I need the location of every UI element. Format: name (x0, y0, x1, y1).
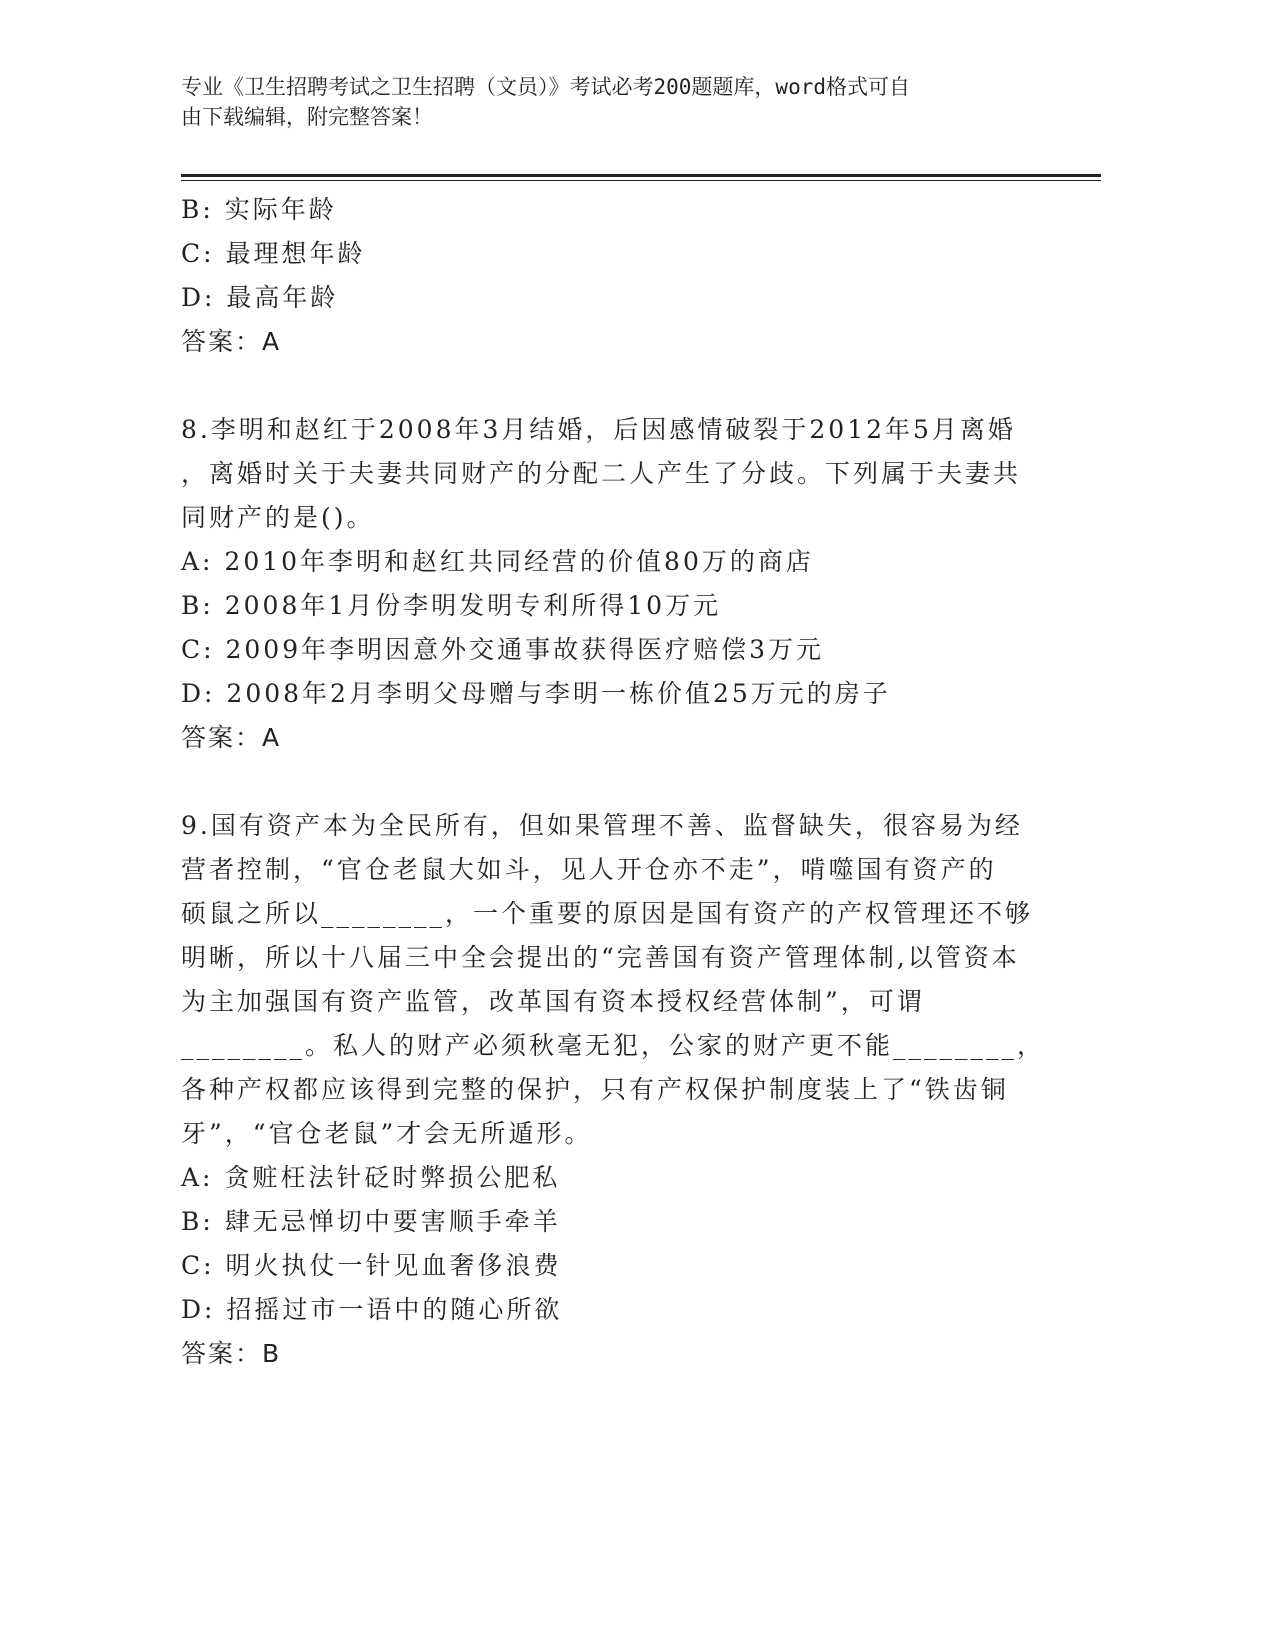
question-8 (181, 408, 1061, 760)
q8-option-c: C: 2009年李明因意外交通事故获得医疗赔偿3万元 (181, 635, 825, 664)
q7-option-d: D: 最高年龄 (181, 283, 339, 312)
q7-option-b: B: 实际年龄 (181, 195, 337, 224)
q9-option-d: D: 招摇过市一语中的随心所欲 (181, 1295, 563, 1324)
q8-stem-line: ，离婚时关于夫妻共同财产的分配二人产生了分歧。下列属于夫妻共 (181, 459, 1022, 488)
q9-stem-line: 明晰，所以十八届三中全会提出的“完善国有资产管理体制,以管资本 (181, 943, 1020, 972)
spacer (181, 364, 1061, 408)
q9-stem-line: ________。私人的财产必须秋毫无犯，公家的财产更不能________， (181, 1031, 1046, 1060)
q7-answer: 答案：A (181, 327, 282, 356)
header-rule-thick (181, 174, 1101, 177)
question-7 (181, 188, 1061, 364)
q9-stem-line: 牙”，“官仓老鼠”才会无所遁形。 (181, 1119, 593, 1148)
q8-option-a: A: 2010年李明和赵红共同经营的价值80万的商店 (181, 547, 814, 576)
q8-stem-line: 同财产的是()。 (181, 503, 375, 532)
q8-answer: 答案：A (181, 723, 282, 752)
q9-option-c: C: 明火执仗一针见血奢侈浪费 (181, 1251, 562, 1280)
q9-stem-line: 9.国有资产本为全民所有，但如果管理不善、监督缺失，很容易为经 (181, 811, 1023, 840)
q9-stem-line: 各种产权都应该得到完整的保护，只有产权保护制度装上了“铁齿铜 (181, 1075, 1009, 1104)
q9-stem-line: 硕鼠之所以________，一个重要的原因是国有资产的产权管理还不够 (181, 899, 1034, 928)
q7-option-c: C: 最理想年龄 (181, 239, 366, 268)
q8-stem-line: 8.李明和赵红于2008年3月结婚，后因感情破裂于2012年5月离婚 (181, 415, 1016, 444)
q9-option-a: A: 贪赃枉法针砭时弊损公肥私 (181, 1163, 561, 1192)
q9-stem-line: 为主加强国有资产监管，改革国有资本授权经营体制”，可谓 (181, 987, 925, 1016)
header-rule-thin (181, 180, 1101, 181)
document-header (181, 72, 1061, 132)
q9-option-b: B: 肆无忌惮切中要害顺手牵羊 (181, 1207, 561, 1236)
question-9 (181, 804, 1061, 1376)
q8-option-d: D: 2008年2月李明父母赠与李明一栋价值25万元的房子 (181, 679, 891, 708)
q9-stem-line: 营者控制，“官仓老鼠大如斗，见人开仓亦不走”，啃噬国有资产的 (181, 855, 997, 884)
q8-option-b: B: 2008年1月份李明发明专利所得10万元 (181, 591, 722, 620)
document-body (181, 188, 1061, 1376)
q9-answer: 答案：B (181, 1339, 282, 1368)
header-line-2: 由下载编辑，附完整答案！ (181, 105, 433, 129)
spacer (181, 760, 1061, 804)
header-line-1: 专业《卫生招聘考试之卫生招聘（文员）》考试必考200题题库，word格式可自 (181, 75, 910, 99)
